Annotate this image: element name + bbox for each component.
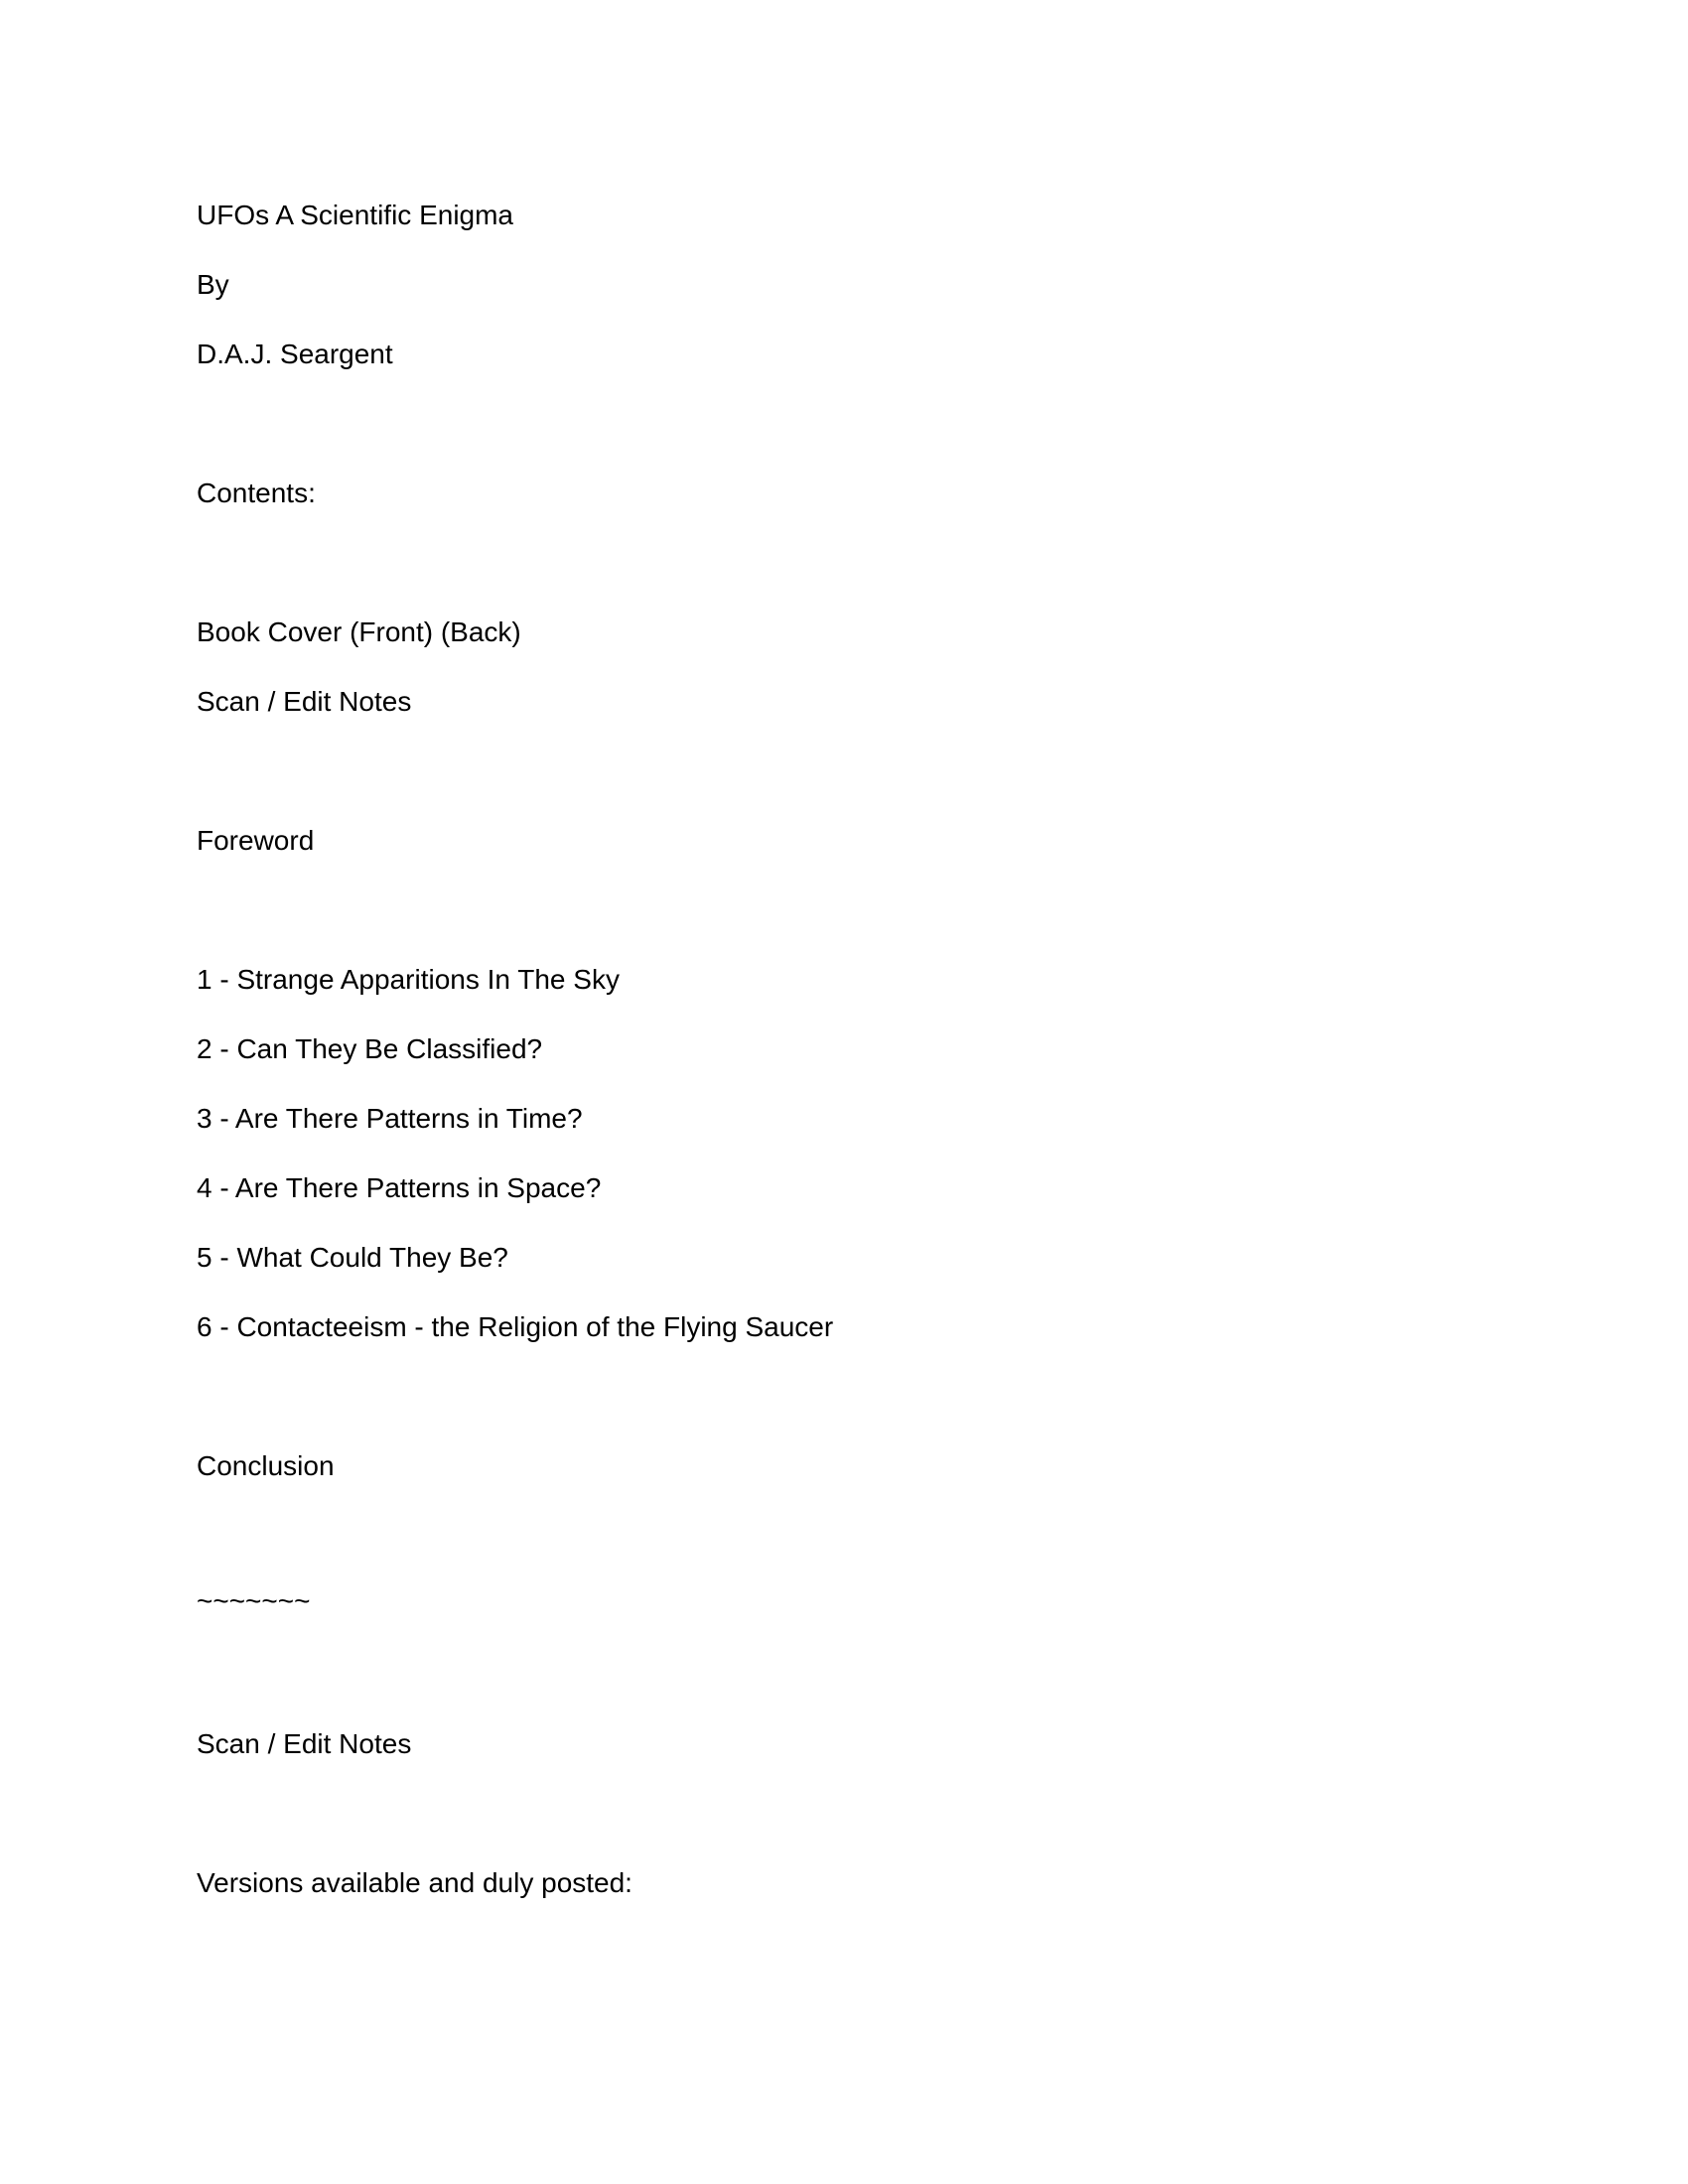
toc-chapter-1: 1 - Strange Apparitions In The Sky bbox=[197, 964, 620, 995]
contents-heading: Contents: bbox=[197, 478, 316, 508]
author-name: D.A.J. Seargent bbox=[197, 339, 393, 369]
toc-item-book-cover: Book Cover (Front) (Back) bbox=[197, 616, 521, 647]
scan-notes-heading: Scan / Edit Notes bbox=[197, 1728, 412, 1759]
section-separator: ~~~~~~~ bbox=[197, 1585, 311, 1616]
toc-item-scan-edit-notes: Scan / Edit Notes bbox=[197, 686, 412, 717]
byline-label: By bbox=[197, 269, 229, 300]
toc-chapter-6: 6 - Contacteeism - the Religion of the Flying Saucer bbox=[197, 1311, 834, 1342]
toc-item-foreword: Foreword bbox=[197, 825, 315, 856]
toc-chapter-5: 5 - What Could They Be? bbox=[197, 1242, 508, 1273]
document-title: UFOs A Scientific Enigma bbox=[197, 200, 514, 230]
toc-chapter-2: 2 - Can They Be Classified? bbox=[197, 1033, 543, 1064]
toc-chapter-3: 3 - Are There Patterns in Time? bbox=[197, 1103, 583, 1134]
toc-item-conclusion: Conclusion bbox=[197, 1450, 335, 1481]
versions-text: Versions available and duly posted: bbox=[197, 1867, 633, 1898]
toc-chapter-4: 4 - Are There Patterns in Space? bbox=[197, 1172, 602, 1203]
